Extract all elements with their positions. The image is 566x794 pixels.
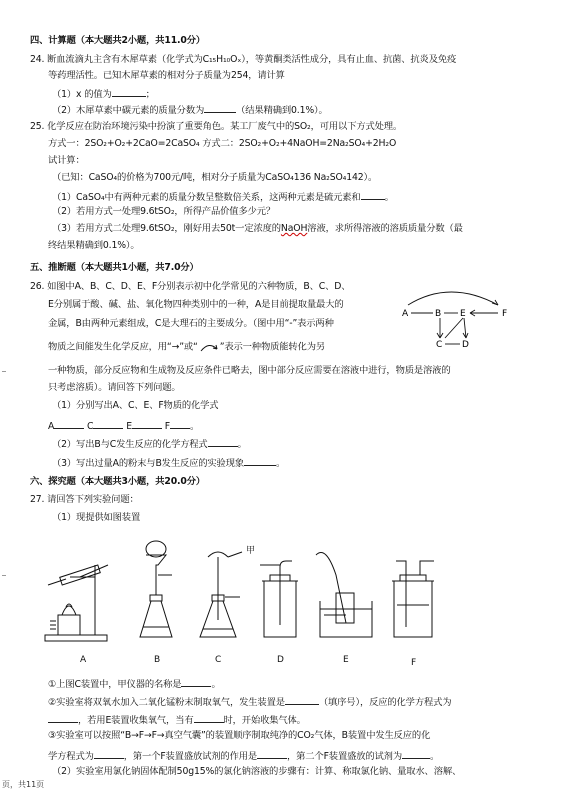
q27-item-1-text: ①上图C装置中，甲仪器的名称是	[48, 679, 182, 690]
q26-line-2: E分别属于酸、碱、盐、氧化物四种类别中的一种，A是目前提取量最大的	[48, 299, 344, 310]
q24-part-1	[52, 86, 155, 101]
label-a: A	[48, 421, 55, 432]
apparatus-label-a: A	[80, 655, 87, 665]
apparatus-label-f: F	[411, 658, 417, 668]
answer-blank[interactable]	[204, 102, 236, 113]
q25-part-3	[52, 223, 463, 235]
q24-line-1: 24. 断血流滴丸主含有木犀草素（化学式为C₁₅H₁₀Oₓ），等黄酮类活性成分，具有止血、抗菌、抗炎及免疫	[30, 54, 457, 65]
q27-item-2-cont-text: ，若用E装置收集氧气，当有	[78, 715, 194, 726]
q27-part-2: （2）实验室用氯化钠固体配制50g15%的氯化钠溶液的步骤有：计算、称取氯化钠、量取水、溶解、	[52, 766, 462, 777]
q26-part-3-text: （3）写出过量A的粉末与B发生反应的实验现象	[52, 458, 244, 469]
q26-formula-blanks	[48, 418, 199, 433]
q26-part-2	[52, 436, 247, 451]
apparatus-label-e: E	[343, 655, 349, 665]
q25-part-1-text: （1）CaSO₄中有两种元素的质量分数呈整数倍关系，这两种元素是硫元素和	[52, 192, 361, 203]
node-b: B	[435, 309, 442, 319]
q27-part-1: （1）现提供如图装置	[52, 512, 141, 523]
q24-part-2	[52, 102, 328, 117]
label-jia: 甲	[246, 546, 256, 556]
apparatus-b	[140, 541, 172, 637]
q27-item-2-text: ②实验室将双氧水加入二氧化锰粉末制取氧气，发生装置是	[48, 697, 285, 708]
q27-item-3-text-3: ，第二个F装置盛放的试剂为	[287, 751, 402, 762]
q27-line-1: 27. 请回答下列实验问题：	[30, 494, 139, 505]
line-e-c	[445, 318, 463, 338]
apparatus-a	[45, 565, 108, 641]
q26-part-1: （1）分别写出A、C、E、F物质的化学式	[52, 400, 219, 411]
apparatus-label-d: D	[277, 655, 284, 665]
q27-item-3-cont	[48, 748, 439, 763]
curved-arrow-icon	[198, 341, 220, 353]
q26-line-4-text: 物质之间能发生化学反应，用“→”或“	[48, 341, 198, 353]
q26-line-3: 金属，B由两种元素组成，C是大理石的主要成分。（图中用“-”表示两种	[48, 318, 334, 329]
q26-blanks-end: 。	[189, 421, 200, 432]
q27-item-3: ③实验室可以按照“B→F→F→真空气囊”的装置顺序制取纯净的CO₂气体，B装置中发生反应的化	[48, 730, 431, 741]
answer-blank-c[interactable]	[93, 418, 123, 429]
q25-part-3-text-2: 溶液，求所得溶液的溶质质量分数（最	[307, 223, 463, 234]
q26-line-4-text-2: ”表示一种物质能转化为另	[219, 341, 325, 353]
answer-blank[interactable]	[181, 676, 211, 687]
answer-blank-a[interactable]	[54, 418, 84, 429]
answer-blank[interactable]	[208, 436, 238, 447]
label-f: F	[164, 421, 170, 432]
answer-blank-e[interactable]	[132, 418, 162, 429]
margin-mark	[2, 371, 6, 372]
page-footer: 页，共11页	[2, 780, 45, 789]
q27-item-2-cont-end: 时，开始收集气体。	[223, 715, 306, 726]
q25-line-8: 终结果精确到0.1%）。	[48, 240, 140, 251]
q27-item-3-end: 。	[429, 751, 440, 762]
answer-blank-f[interactable]	[170, 418, 190, 429]
label-c: C	[87, 421, 94, 432]
apparatus-f	[392, 561, 434, 637]
q27-item-2	[48, 694, 451, 709]
q24-part-2-end: （结果精确到0.1%）。	[236, 105, 328, 116]
q25-part-1-end: 。	[384, 192, 394, 203]
relation-diagram	[400, 283, 520, 355]
node-f: F	[502, 309, 508, 319]
answer-blank[interactable]	[361, 189, 385, 200]
node-d: D	[462, 340, 469, 350]
q25-part-3-text: （3）若用方式二处理9.6tSO₂，刚好用去50t一定浓度的	[52, 223, 281, 234]
q25-line-2: 方式一：2SO₂+O₂+2CaO=2CaSO₄ 方式二：2SO₂+O₂+4NaOH=2Na₂SO₄+2H₂O	[48, 138, 397, 149]
answer-blank[interactable]	[244, 455, 276, 466]
q25-part-2: （2）若用方式一处理9.6tSO₂，所得产品价值多少元？	[52, 206, 276, 217]
q26-line-4	[48, 341, 325, 354]
naoh-text: NaOH	[280, 223, 308, 234]
q27-item-1-end: 。	[211, 679, 221, 690]
answer-blank[interactable]	[285, 694, 319, 705]
answer-blank[interactable]	[257, 748, 287, 759]
q25-line-1: 25. 化学反应在防治环境污染中扮演了重要角色。某工厂废气中的SO₂，可用以下方式处理。	[30, 121, 403, 132]
q26-part-3	[52, 455, 285, 470]
apparatus-label-b: B	[154, 655, 161, 665]
q26-part-2-text: （2）写出B与C发生反应的化学方程式	[52, 439, 208, 450]
node-c: C	[436, 340, 443, 350]
apparatus-figure	[40, 535, 510, 670]
apparatus-c	[200, 552, 242, 637]
q24-part-1-end: ；	[145, 89, 155, 100]
q24-part-2-text: （2）木犀草素中碳元素的质量分数为	[52, 105, 205, 116]
q26-line-1: 26. 如图中A、B、C、D、E、F分别表示初中化学常见的六种物质，B、C、D、	[30, 281, 351, 292]
apparatus-label-c: C	[215, 655, 222, 665]
q26-line-5: 一种物质，部分反应物和生成物及反应条件已略去，图中部分反应需要在溶液中进行，物质是溶液的	[48, 365, 451, 376]
q24-part-1-text: （1）x 的值为	[52, 89, 112, 100]
q24-line-2: 等药理活性。已知木犀草素的相对分子质量为254，请计算	[48, 70, 285, 81]
answer-blank[interactable]	[194, 712, 224, 723]
section-5-heading: 五、推断题（本大题共1小题，共7.0分）	[30, 262, 199, 273]
answer-blank[interactable]	[402, 748, 430, 759]
q27-item-1	[48, 676, 221, 691]
q25-line-3: 试计算：	[48, 155, 85, 166]
apparatus-e	[316, 553, 372, 638]
q26-part-3-end: 。	[276, 458, 286, 469]
node-a: A	[402, 309, 409, 319]
section-6-heading: 六、探究题（本大题共3小题，共20.0分）	[30, 476, 206, 487]
margin-mark	[2, 575, 6, 576]
q27-item-2-cont	[48, 712, 306, 727]
section-4-heading: 四、计算题（本大题共2小题，共11.0分）	[30, 35, 206, 46]
answer-blank[interactable]	[48, 712, 78, 723]
q27-item-3-text-2: ，第一个F装置盛放试剂的作用是	[123, 751, 258, 762]
apparatus-d	[260, 561, 298, 637]
q25-part-1	[52, 189, 394, 204]
q26-part-2-end: 。	[237, 439, 247, 450]
q27-item-2-text-2: （填序号），反应的化学方程式为	[318, 697, 452, 708]
answer-blank[interactable]	[112, 86, 146, 97]
answer-blank[interactable]	[94, 748, 124, 759]
q25-line-4: （已知：CaSO₄的价格为700元/吨，相对分子质量为CaSO₄136 Na₂SO₄142）。	[52, 172, 378, 183]
q27-item-3-text: 学方程式为	[48, 751, 94, 762]
q26-line-6: 只考虑溶质）。请回答下列问题。	[48, 382, 181, 393]
label-e: E	[126, 421, 132, 432]
arc-a-f	[408, 292, 498, 305]
node-e: E	[460, 309, 466, 319]
